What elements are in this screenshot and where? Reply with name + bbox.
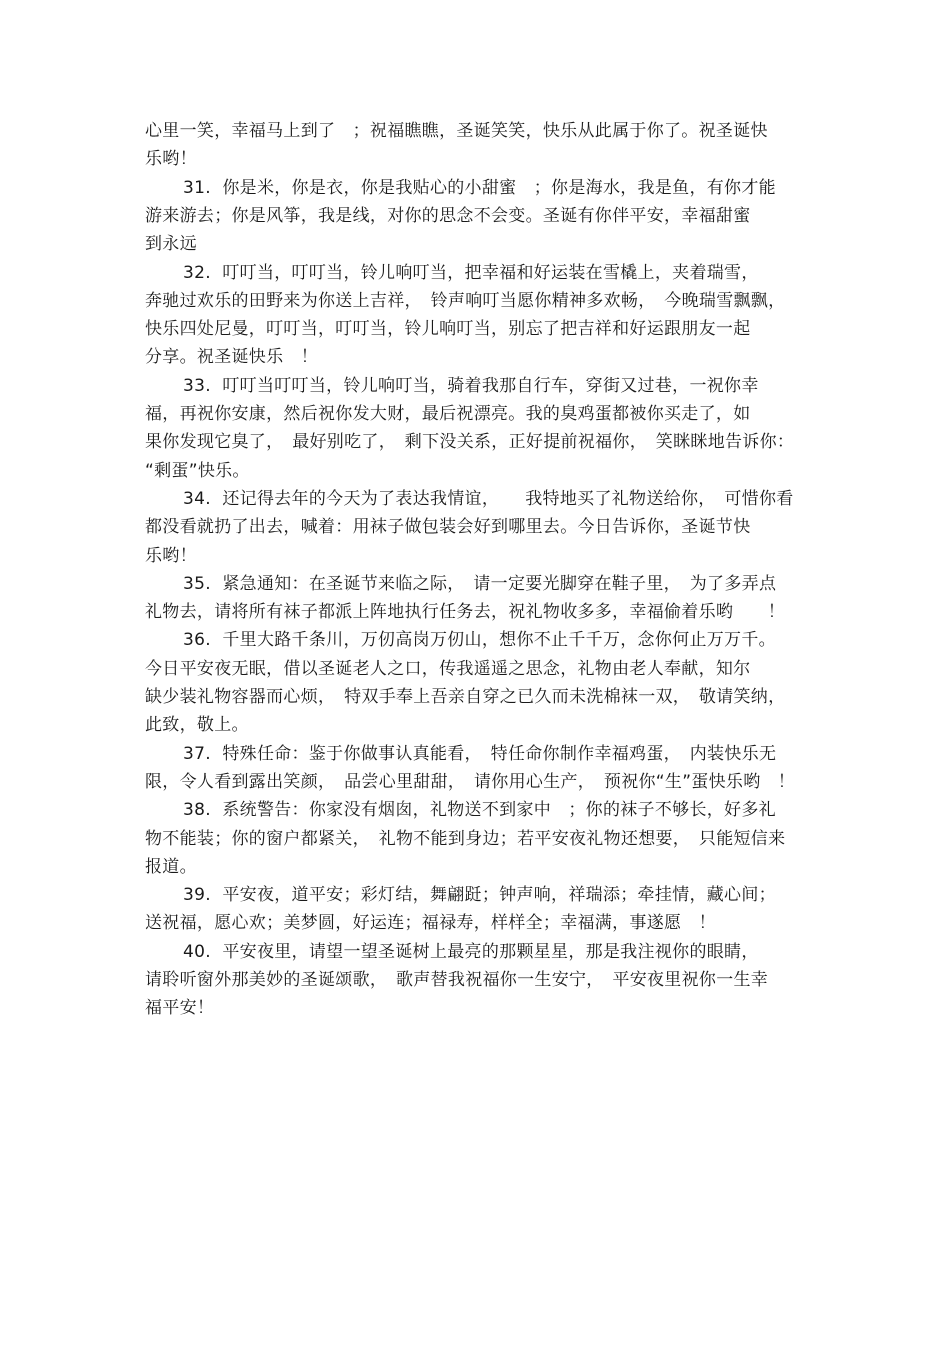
text-line: 请聆听窗外那美妙的圣诞颂歌， 歌声替我祝福你一生安宁， 平安夜里祝你一生幸 [145,970,769,990]
text-line: 奔驰过欢乐的田野来为你送上吉祥， 铃声响叮当愿你精神多欢畅， 今晚瑞雪飘飘， [145,290,786,311]
text-line: 35. 紧急通知：在圣诞节来临之际， 请一定要光脚穿在鞋子里， 为了多弄点 [183,573,777,594]
text-line: 36. 千里大路千条川，万仞高岗万仞山，想你不止千千万，念你何止万万千。 [183,630,776,651]
text-line: 都没看就扔了出去，喊着：用袜子做包装会好到哪里去。今日告诉你，圣诞节快 [145,517,751,538]
text-line: 到永远 [145,234,197,255]
text-line: 此致，敬上。 [145,715,249,736]
text-line: 福平安！ [145,998,215,1019]
text-line: 福，再祝你安康，然后祝你发大财，最后祝漂亮。我的臭鸡蛋都被你买走了，如 [145,404,751,424]
text-line: 限，令人看到露出笑颜， 品尝心里甜甜， 请你用心生产， 预祝你“生”蛋快乐哟 ！ [145,771,796,792]
text-line: 快乐四处尼曼，叮叮当，叮叮当，铃儿响叮当，别忘了把吉祥和好运跟朋友一起 [145,319,751,340]
text-line: 31. 你是米，你是衣，你是我贴心的小甜蜜 ；你是海水，我是鱼，有你才能 [183,177,776,198]
text-line: 游来游去；你是风筝，我是线，对你的思念不会变。圣诞有你伴平安，幸福甜蜜 [145,205,751,226]
text-line: 32. 叮叮当，叮叮当，铃儿响叮当，把幸福和好运装在雪橇上，夹着瑞雪， [183,262,759,283]
text-line: 39. 平安夜，道平安；彩灯结，舞翩跹；钟声响，祥瑞添；牵挂情，藏心间； [183,885,776,906]
text-line: 报道。 [145,856,197,877]
text-line: 心里一笑，幸福马上到了 ；祝福瞧瞧，圣诞笑笑，快乐从此属于你了。祝圣诞快 [145,121,768,141]
text-line: 乐哟！ [145,149,197,170]
text-line: 果你发现它臭了， 最好别吃了， 剩下没关系，正好提前祝福你， 笑眯眯地告诉你： [145,432,795,453]
text-line: 33. 叮叮当叮叮当，铃儿响叮当，骑着我那自行车，穿街又过巷，一祝你幸 [183,375,759,396]
text-line: 40. 平安夜里，请望一望圣诞树上最亮的那颗星星，那是我注视你的眼睛， [183,941,759,962]
text-line: 物不能装；你的窗户都紧关， 礼物不能到身边；若平安夜礼物还想要， 只能短信来 [145,828,786,849]
text-line: 礼物去，请将所有袜子都派上阵地执行任务去，祝礼物收多多，幸福偷着乐哟 ！ [145,602,786,623]
text-line: 今日平安夜无眠，借以圣诞老人之口，传我遥遥之思念，礼物由老人奉献，知尔 [145,658,751,679]
text-line: 分享。祝圣诞快乐 ！ [145,347,318,368]
text-line: 38. 系统警告：你家没有烟囱，礼物送不到家中 ；你的袜子不够长，好多礼 [183,800,776,821]
text-line: 缺少装礼物容器而心烦， 特双手奉上吾亲自穿之已久而未洗棉袜一双， 敬请笑纳， [145,687,786,707]
text-line: “剩蛋”快乐。 [145,460,250,481]
text-line: 34. 还记得去年的今天为了表达我情谊， 我特地买了礼物送给你， 可惜你看 [183,488,794,509]
text-line: 37. 特殊任命：鉴于你做事认真能看， 特任命你制作幸福鸡蛋， 内装快乐无 [183,743,777,764]
text-line: 送祝福，愿心欢；美梦圆，好运连；福禄寿，样样全；幸福满，事遂愿 ！ [145,913,716,934]
text-line: 乐哟！ [145,545,197,566]
